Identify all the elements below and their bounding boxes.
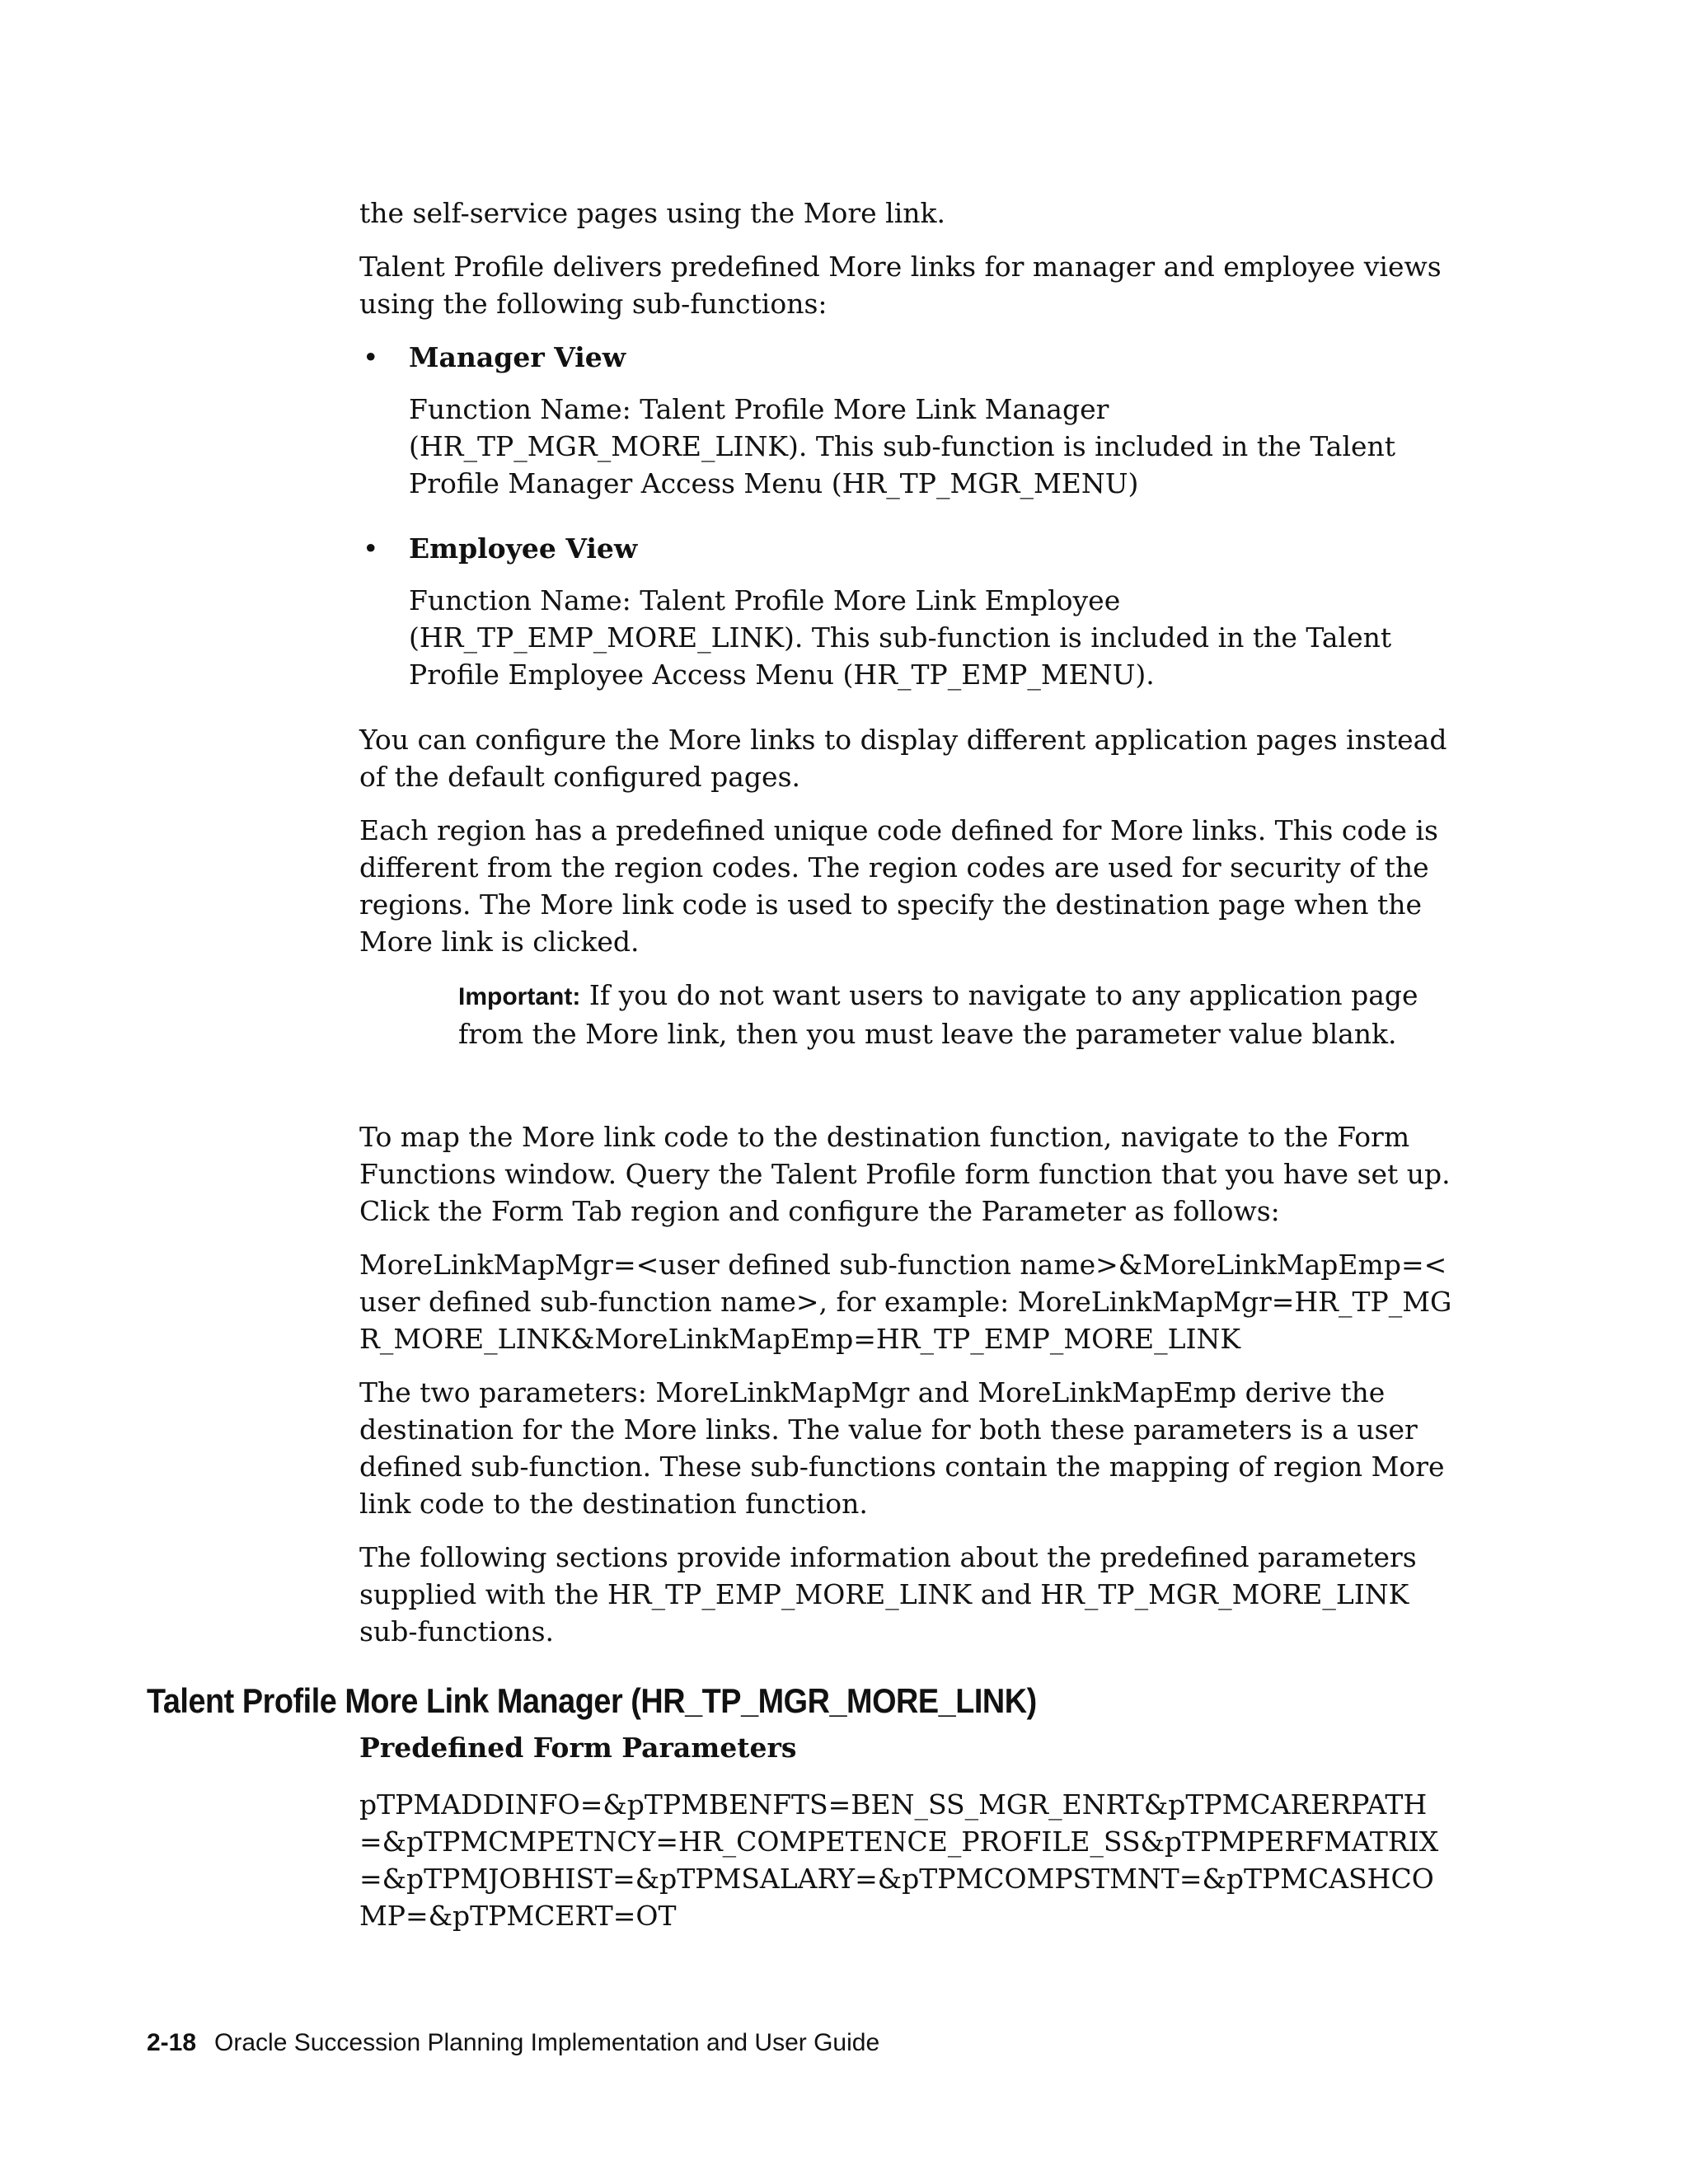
bullet-body: Function Name: Talent Profile More Link Employee (HR_TP_EMP_MORE_LINK). This sub-function is included in the Talent Profile Employee Access Menu (HR_TP_EMP_MENU). [409, 584, 1392, 691]
paragraph-map-code: To map the More link code to the destination function, navigate to the Form Functions window. Query the Talent Profile form function that you have set up. Click the Form Tab region and configure the Parameter as follows: [359, 1121, 1451, 1227]
subsection-heading: Predefined Form Parameters [359, 1732, 797, 1764]
bullet-marker: • [363, 341, 379, 373]
document-body [359, 194, 1456, 1666]
paragraph-configure: You can configure the More links to display different application pages instead of the default configured pages. [359, 724, 1447, 793]
bullet-body: Function Name: Talent Profile More Link Manager (HR_TP_MGR_MORE_LINK). This sub-function is included in the Talent Profile Manager Access Menu (HR_TP_MGR_MENU) [409, 393, 1396, 499]
paragraph-parameter-example: MoreLinkMapMgr=<user defined sub-function name>&MoreLinkMapEmp=<user defined sub-function name>, for example: MoreLinkMapMgr=HR_TP_MGR_MORE_LINK&MoreLinkMapEmp=HR_TP_EMP_MORE_LINK [359, 1249, 1452, 1355]
bullet-employee-view [359, 530, 1456, 567]
page-number: 2-18 [147, 2029, 197, 2056]
bullet-manager-view [359, 339, 1456, 376]
guide-title: Oracle Succession Planning Implementation and User Guide [214, 2029, 880, 2056]
section-body [359, 1729, 1447, 1951]
page-footer [147, 2029, 879, 2057]
bullet-marker: • [363, 532, 379, 565]
bullet-title: Employee View [409, 532, 638, 565]
important-note [359, 977, 1456, 1052]
note-text: If you do not want users to navigate to any application page from the More link, then you must leave the parameter value blank. [458, 979, 1418, 1050]
paragraph-following-sections: The following sections provide information about the predefined parameters supplied with the HR_TP_EMP_MORE_LINK and HR_TP_MGR_MORE_LINK sub-functions. [359, 1541, 1417, 1647]
section-heading: Talent Profile More Link Manager (HR_TP_MGR_MORE_LINK) [147, 1681, 1037, 1720]
paragraph-predefined-links: Talent Profile delivers predefined More links for manager and employee views using the following sub-functions: [359, 251, 1442, 320]
paragraph-two-parameters: The two parameters: MoreLinkMapMgr and MoreLinkMapEmp derive the destination for the More links. The value for both these parameters is a user defined sub-function. These sub-functions contain the mapping of region More link code to the destination function. [359, 1376, 1445, 1520]
bullet-title: Manager View [409, 341, 626, 373]
paragraph-intro: the self-service pages using the More link. [359, 197, 945, 229]
note-label: Important: [458, 983, 581, 1010]
predefined-parameters: pTPMADDINFO=&pTPMBENFTS=BEN_SS_MGR_ENRT&pTPMCARERPATH=&pTPMCMPETNCY=HR_COMPETENCE_PROFILE_SS&pTPMPERFMATRIX=&pTPMJOBHIST=&pTPMSALARY=&pTPMCOMPSTMNT=&pTPMCASHCOMP=&pTPMCERT=OT [359, 1788, 1439, 1932]
paragraph-region-codes: Each region has a predefined unique code defined for More links. This code is different from the region codes. The region codes are used for security of the regions. The More link code is used to specify the destination page when the More link is clicked. [359, 814, 1438, 958]
